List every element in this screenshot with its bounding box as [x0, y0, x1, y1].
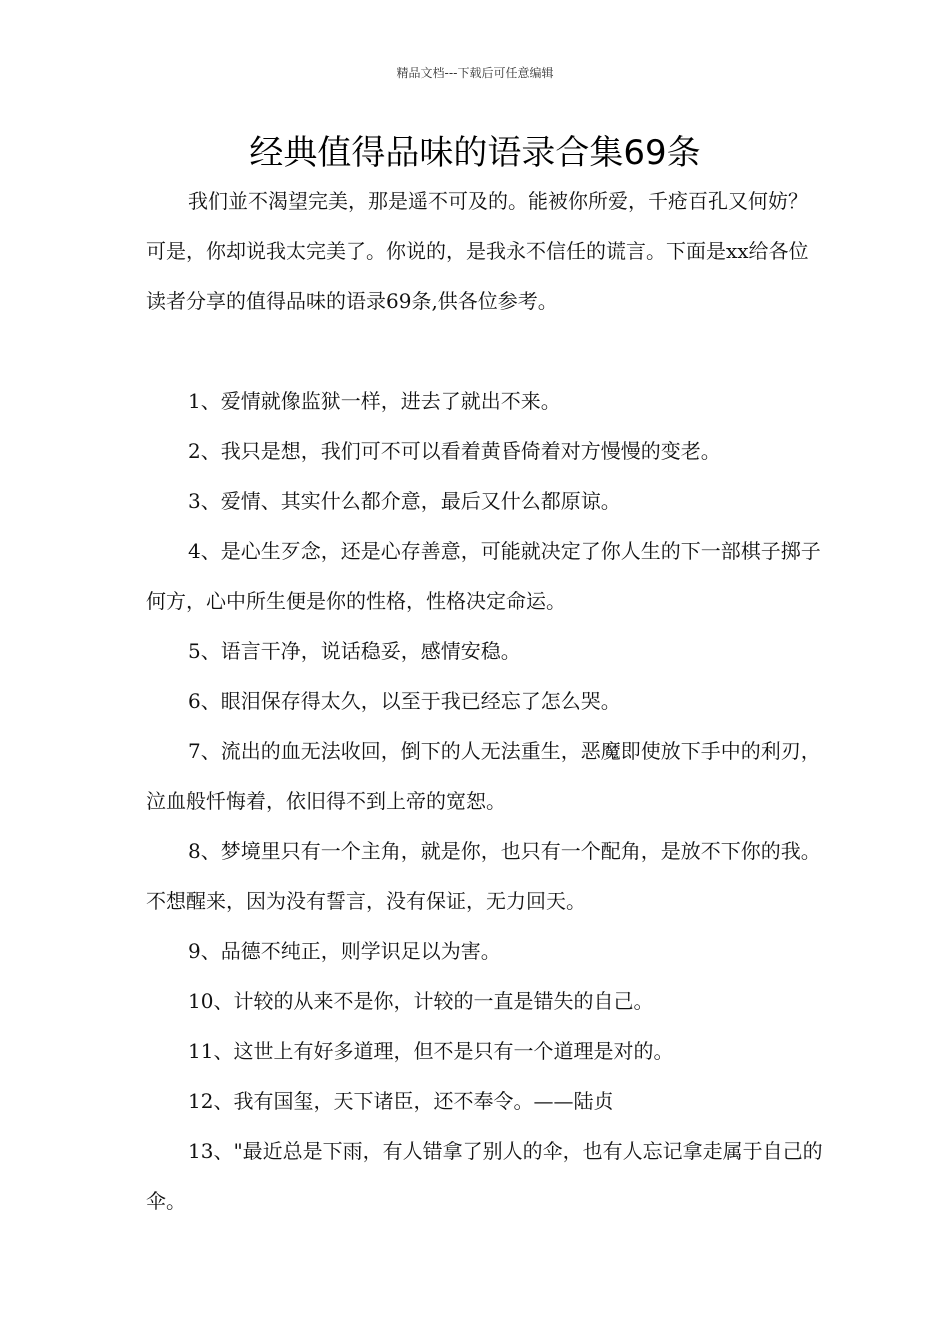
quote-item: 11、这世上有好多道理，但不是只有一个道理是对的。 — [188, 1039, 674, 1063]
document-body — [146, 176, 826, 1226]
page-header: 精品文档---下载后可任意编辑 — [396, 66, 554, 80]
quote-item: 12、我有国玺，天下诸臣，还不奉令。——陆贞 — [188, 1089, 614, 1113]
quote-item: 4、是心生歹念，还是心存善意，可能就决定了你人生的下一部棋子掷子何方，心中所生便是你的性格，性格决定命运。 — [146, 539, 821, 613]
quote-item: 13、"最近总是下雨，有人错拿了别人的伞，也有人忘记拿走属于自己的伞。 — [146, 1139, 823, 1213]
quote-item: 2、我只是想，我们可不可以看着黄昏倚着对方慢慢的变老。 — [188, 439, 721, 463]
document-title: 经典值得品味的语录合集69条 — [249, 133, 701, 173]
quote-item: 5、语言干净，说话稳妥，感情安稳。 — [188, 639, 521, 663]
quote-item: 7、流出的血无法收回，倒下的人无法重生，恶魔即使放下手中的利刃，泣血般忏悔着，依旧得不到上帝的宽恕。 — [146, 739, 821, 813]
quote-item: 10、计较的从来不是你，计较的一直是错失的自己。 — [188, 989, 654, 1013]
paragraph-spacer — [146, 326, 826, 376]
quote-item: 9、品德不纯正，则学识足以为害。 — [188, 939, 501, 963]
intro-paragraph: 我们並不渴望完美，那是遥不可及的。能被你所爱，千疮百孔又何妨？可是，你却说我太完美了。你说的，是我永不信任的谎言。下面是xx给各位读者分享的值得品味的语录69条,供各位参考。 — [146, 189, 809, 313]
quote-item: 8、梦境里只有一个主角，就是你，也只有一个配角，是放不下你的我。不想醒来，因为没有誓言，没有保证，无力回天。 — [146, 839, 821, 913]
quote-item: 3、爱情、其实什么都介意，最后又什么都原谅。 — [188, 489, 621, 513]
quote-item: 1、爱情就像监狱一样，进去了就出不来。 — [188, 389, 561, 413]
quote-item: 6、眼泪保存得太久，以至于我已经忘了怎么哭。 — [188, 689, 621, 713]
